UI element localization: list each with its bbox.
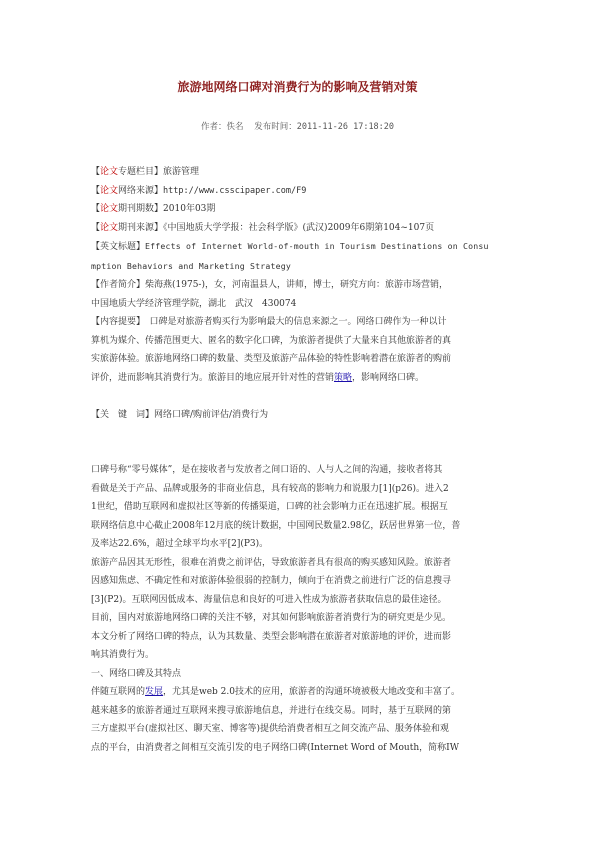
info-value: 旅游管理 bbox=[163, 167, 200, 177]
body-line: 1世纪，借助互联网和虚拟社区等新的传播渠道，口碑的社会影响力正在迅速扩展。根据互 bbox=[91, 502, 448, 512]
body-line bbox=[91, 683, 511, 702]
body-line: 口碑号称“零号媒体”，是在接收者与发放者之间口语的、人与人之间的沟通，接收者将其 bbox=[91, 465, 443, 475]
info-value: 《中国地质大学学报：社会科学版》(武汉)2009年6期第104~107页 bbox=[163, 222, 435, 233]
info-issue: 【论文期刊期数】2010年03期 bbox=[91, 204, 216, 214]
english-title-label: 【英文标题】 bbox=[91, 242, 146, 252]
abstract-text: 算机为媒介、传播范围更大、匿名的数字化口碑，为旅游者提供了大量来自其他旅游者的真 bbox=[91, 335, 452, 346]
info-label: 期刊期数】 bbox=[118, 204, 164, 214]
body-line: 因感知焦虑、不确定性和对旅游体验很弱的控制力，倾向于在消费之前进行广泛的信息搜寻 bbox=[91, 576, 452, 586]
info-red-label: 论文 bbox=[100, 204, 119, 214]
author-label: 作者：佚名 bbox=[200, 122, 244, 132]
english-title bbox=[91, 237, 511, 257]
abstract-label: 【内容提要】 bbox=[91, 317, 141, 327]
abstract bbox=[91, 313, 511, 332]
body-line: 三方虚拟平台(虚拟社区、聊天室、博客等)提供给消费者相互之间交流产品、服务体验和观 bbox=[91, 724, 450, 734]
info-red-label: 论文 bbox=[100, 167, 119, 177]
article-title: 旅游地网络口碑对消费行为的影响及营销对策 bbox=[177, 80, 418, 94]
body-text: 伴随互联网的 bbox=[91, 687, 146, 697]
body-line: 旅游产品因其无形性，很难在消费之前评估，导致旅游者具有很高的购买感知风险。旅游者 bbox=[91, 557, 452, 568]
body-line: 点的平台，由消费者之间相互交流引发的电子网络口碑(Internet Word of Mouth，简称IW bbox=[91, 742, 459, 753]
body-line: 及率达22.6%，超过全球平均水平[2](P3)。 bbox=[91, 539, 269, 549]
info-label: 期刊来源】 bbox=[118, 222, 164, 233]
info-topic: 【论文专题栏目】旅游管理 bbox=[91, 167, 200, 177]
abstract-line bbox=[91, 332, 511, 351]
abstract-line bbox=[91, 369, 511, 388]
info-block bbox=[91, 163, 511, 387]
body-line: 看做是关于产品、品牌或服务的非商业信息，具有较高的影响力和说服力[1](p26)。进入2 bbox=[91, 483, 449, 494]
article-meta bbox=[0, 120, 595, 132]
english-title-cont bbox=[91, 257, 511, 277]
body-line: 本文分析了网络口碑的特点，认为其数量、类型会影响潜在旅游者对旅游地的评价，进而影 bbox=[91, 631, 452, 642]
abstract-text: ，影响网络口碑。 bbox=[352, 372, 425, 383]
keywords-label: 【关 键 词】 bbox=[91, 410, 155, 420]
info-red-label: 论文 bbox=[100, 185, 119, 196]
info-label: 专题栏目】 bbox=[118, 167, 164, 177]
abstract-text: 口碑是对旅游者购买行为影响最大的信息来源之一。网络口碑作为一种以计 bbox=[140, 317, 447, 327]
body-line: 响其消费行为。 bbox=[91, 650, 155, 660]
abstract-text: 评价，进而影响其消费行为。旅游目的地应展开针对性的营销 bbox=[91, 372, 335, 383]
info-label: 网络来源】 bbox=[118, 185, 164, 196]
date-label: 发布时间： bbox=[254, 122, 297, 132]
info-journal: 【论文期刊来源】《中国地质大学学报：社会科学版》(武汉)2009年6期第104~107页 bbox=[91, 222, 435, 233]
info-source: 【论文网络来源】http://www.csscipaper.com/F9 bbox=[91, 185, 307, 196]
body-text: ，尤其是web 2.0技术的应用，旅游者的沟通环境被极大地改变和丰富了。 bbox=[163, 687, 460, 697]
strategy-link[interactable]: 策略 bbox=[334, 372, 353, 383]
source-url-link[interactable]: http://www.csscipaper.com/F9 bbox=[163, 185, 307, 196]
section-heading: 一、网络口碑及其特点 bbox=[91, 668, 182, 679]
author-intro bbox=[91, 276, 511, 295]
body-line: 越来越多的旅游者通过互联网来搜寻旅游地信息，并进行在线交易。同时，基于互联网的第 bbox=[91, 705, 452, 716]
author-intro-text: 柴海燕(1975-)，女，河南温县人，讲师，博士，研究方向：旅游市场营销， bbox=[145, 280, 448, 290]
publish-date: 2011-11-26 17:18:20 bbox=[296, 122, 395, 132]
author-intro-text: 中国地质大学经济管理学院，湖北 武汉 430074 bbox=[91, 298, 297, 309]
abstract-line bbox=[91, 350, 511, 369]
info-value: 2010年03期 bbox=[163, 204, 216, 214]
abstract-text: 实旅游体验。旅游地网络口碑的数量、类型及旅游产品体验的特性影响着潜在旅游者的购前 bbox=[91, 354, 452, 364]
author-intro-cont bbox=[91, 295, 511, 314]
article-body bbox=[91, 461, 511, 757]
author-intro-label: 【作者简介】 bbox=[91, 280, 146, 290]
english-title-line: mption Behaviors and Marketing Strategy bbox=[91, 260, 292, 271]
english-title-line: Effects of Internet World-of-mouth in Tourism Destinations on Consu bbox=[145, 241, 489, 251]
body-line: [3](P2)。互联网因低成本、海量信息和良好的可进入性成为旅游者获取信息的最佳途径。 bbox=[91, 594, 447, 605]
development-link[interactable]: 发展 bbox=[145, 687, 164, 697]
keywords bbox=[91, 407, 268, 420]
body-line: 目前，国内对旅游地网络口碑的关注不够，对其如何影响旅游者消费行为的研究更是少见。 bbox=[91, 613, 452, 623]
body-line: 联网络信息中心截止2008年12月底的统计数据，中国网民数量2.98亿，跃居世界第一位，普 bbox=[91, 520, 461, 531]
info-red-label: 论文 bbox=[100, 222, 119, 233]
keywords-value: 网络口碑/购前评估/消费行为 bbox=[154, 410, 269, 420]
